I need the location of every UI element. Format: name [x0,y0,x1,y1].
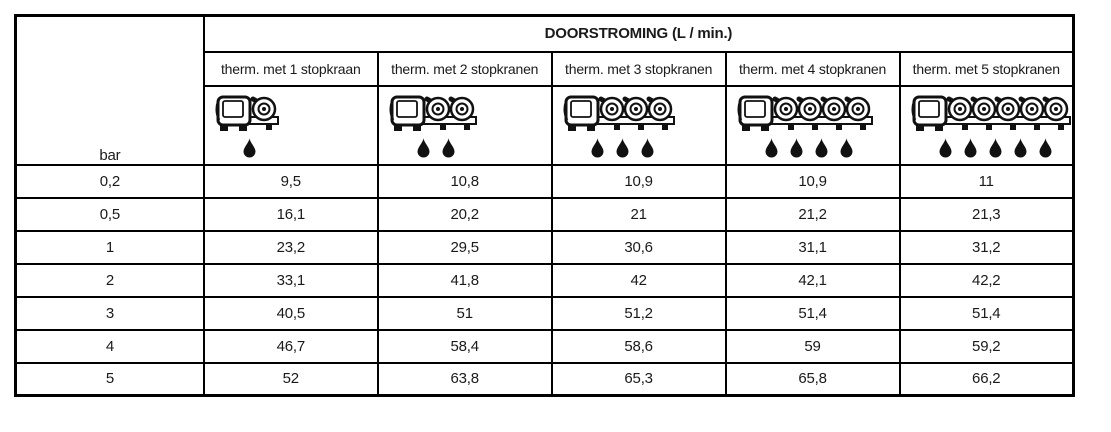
table-row [16,165,1074,198]
drop-icon [1013,138,1028,158]
valve-unit-drawing [910,92,1072,136]
thermostatic-valve-icon [205,87,377,158]
pressure-unit-header: bar [16,16,204,165]
drop-icon [1038,138,1053,158]
flow-rate-table [14,14,1075,397]
flow-value-cell: 51 [378,297,552,330]
valve-unit-drawing [214,92,280,136]
drop-icon [963,138,978,158]
table-row [16,297,1074,330]
flow-value-cell: 46,7 [204,330,378,363]
table-title: DOORSTROMING (L / min.) [204,16,1074,52]
water-drops [242,138,257,158]
pressure-cell: 4 [16,330,204,363]
flow-value-cell: 20,2 [378,198,552,231]
drop-icon [839,138,854,158]
flow-value-cell: 41,8 [378,264,552,297]
column-header: therm. met 4 stopkranen [726,52,900,86]
pressure-cell: 0,5 [16,198,204,231]
flow-value-cell: 58,6 [552,330,726,363]
flow-value-cell: 31,1 [726,231,900,264]
water-drops [416,138,456,158]
valve-icon-cell [900,86,1074,165]
flow-value-cell: 21,3 [900,198,1074,231]
drop-icon [764,138,779,158]
pressure-cell: 3 [16,297,204,330]
drop-icon [615,138,630,158]
flow-value-cell: 31,2 [900,231,1074,264]
table-row [16,330,1074,363]
thermostatic-valve-icon [901,87,1073,158]
flow-values-body [16,165,1074,396]
flow-value-cell: 59 [726,330,900,363]
flow-value-cell: 51,4 [726,297,900,330]
column-header: therm. met 5 stopkranen [900,52,1074,86]
flow-value-cell: 63,8 [378,363,552,396]
column-header: therm. met 3 stopkranen [552,52,726,86]
flow-value-cell: 11 [900,165,1074,198]
drop-icon [988,138,1003,158]
drop-icon [789,138,804,158]
pressure-cell: 1 [16,231,204,264]
flow-value-cell: 59,2 [900,330,1074,363]
water-drops [938,138,1053,158]
flow-value-cell: 42 [552,264,726,297]
valve-icon-cell [726,86,900,165]
table-row [16,231,1074,264]
valve-icon-cell [552,86,726,165]
table-row [16,363,1074,396]
flow-value-cell: 66,2 [900,363,1074,396]
drop-icon [416,138,431,158]
drop-icon [590,138,605,158]
drop-icon [242,138,257,158]
flow-value-cell: 42,1 [726,264,900,297]
pressure-cell: 5 [16,363,204,396]
valve-unit-drawing [562,92,676,136]
water-drops [764,138,854,158]
water-drops [590,138,655,158]
drop-icon [938,138,953,158]
valve-unit-drawing [388,92,478,136]
flow-value-cell: 9,5 [204,165,378,198]
flow-value-cell: 58,4 [378,330,552,363]
flow-value-cell: 23,2 [204,231,378,264]
flow-value-cell: 16,1 [204,198,378,231]
thermostatic-valve-icon [553,87,725,158]
flow-value-cell: 10,8 [378,165,552,198]
flow-value-cell: 51,2 [552,297,726,330]
flow-value-cell: 40,5 [204,297,378,330]
pressure-cell: 0,2 [16,165,204,198]
flow-value-cell: 10,9 [552,165,726,198]
column-header: therm. met 2 stopkranen [378,52,552,86]
flow-value-cell: 29,5 [378,231,552,264]
flow-value-cell: 51,4 [900,297,1074,330]
column-header: therm. met 1 stopkraan [204,52,378,86]
flow-value-cell: 21,2 [726,198,900,231]
flow-value-cell: 21 [552,198,726,231]
valve-icon-cell [204,86,378,165]
table-row [16,198,1074,231]
drop-icon [640,138,655,158]
pressure-cell: 2 [16,264,204,297]
valve-unit-drawing [736,92,874,136]
valve-icon-cell [378,86,552,165]
flow-value-cell: 52 [204,363,378,396]
thermostatic-valve-icon [727,87,899,158]
flow-value-cell: 65,8 [726,363,900,396]
flow-value-cell: 33,1 [204,264,378,297]
flow-value-cell: 65,3 [552,363,726,396]
flow-value-cell: 42,2 [900,264,1074,297]
flow-value-cell: 10,9 [726,165,900,198]
flow-value-cell: 30,6 [552,231,726,264]
table-row [16,264,1074,297]
drop-icon [441,138,456,158]
drop-icon [814,138,829,158]
thermostatic-valve-icon [379,87,551,158]
